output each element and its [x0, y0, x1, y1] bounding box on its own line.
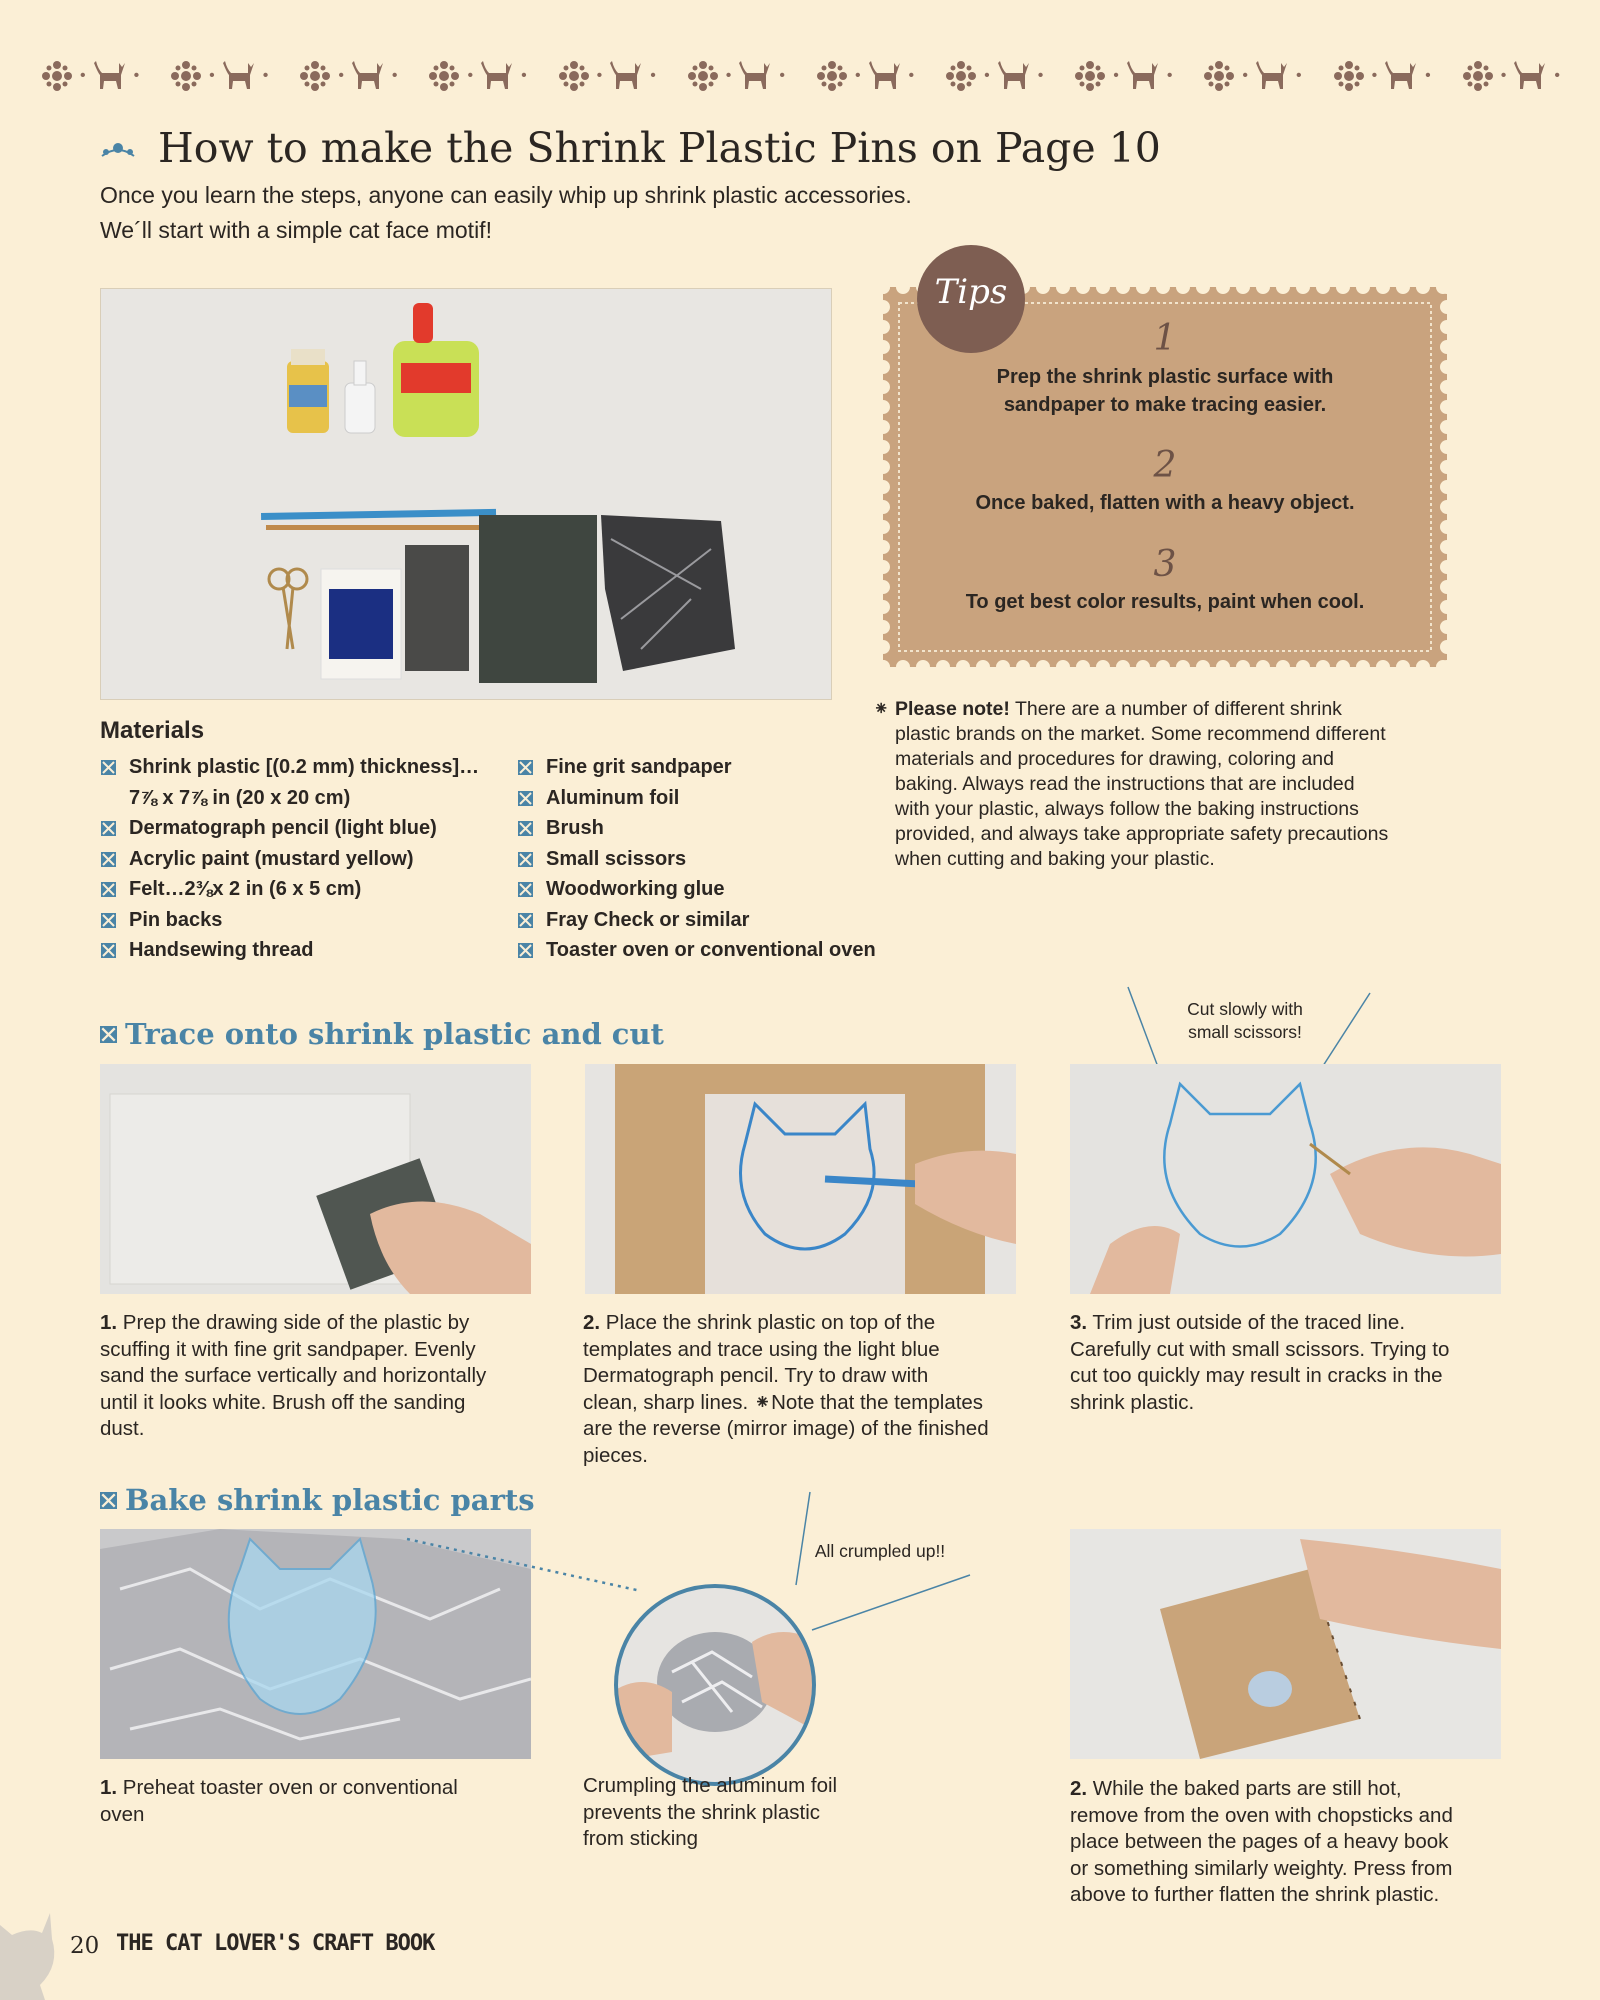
cat-silhouette-icon	[350, 59, 386, 93]
caption-line: dust.	[100, 1417, 145, 1440]
dot-ornament: •	[1296, 67, 1302, 84]
sanding-illustration	[100, 1064, 531, 1294]
stamp-perforation	[1036, 660, 1050, 674]
dot-ornament: •	[391, 67, 398, 84]
dot-ornament: •	[1500, 67, 1507, 84]
bullet-icon	[101, 943, 116, 958]
caption-line: place between the pages of a heavy book	[1070, 1830, 1449, 1853]
stamp-perforation	[876, 420, 890, 434]
bullet-icon	[101, 852, 116, 867]
stamp-perforation	[1096, 280, 1110, 294]
material-item	[100, 813, 479, 844]
border-motif	[169, 59, 268, 93]
bullet-icon	[518, 791, 533, 806]
material-label: Small scissors	[546, 847, 687, 870]
page-title: How to make the Shrink Plastic Pins on Page 10	[158, 124, 1161, 172]
flower-ornament-icon	[427, 59, 461, 93]
tip-number: 2	[1153, 445, 1177, 486]
tip-text: To get best color results, paint when cool.	[965, 591, 1365, 613]
flower-ornament-icon	[815, 59, 849, 93]
material-item	[517, 844, 876, 875]
material-label: Toaster oven or conventional oven	[546, 939, 876, 961]
material-item	[517, 905, 876, 936]
flower-ornament-icon	[298, 59, 332, 93]
dot-ornament: •	[209, 67, 215, 84]
material-label: Aluminum foil	[546, 786, 680, 809]
border-motif	[1332, 59, 1431, 93]
step-number: 2.	[1070, 1777, 1088, 1800]
flower-ornament-icon	[169, 59, 203, 93]
cat-silhouette-icon	[1254, 59, 1290, 93]
caption-line: Trim just outside of the traced line.	[1087, 1311, 1406, 1334]
stamp-perforation	[1376, 660, 1390, 674]
materials-list-right	[517, 752, 876, 966]
callout-line: small scissors!	[1188, 1022, 1302, 1042]
material-label: Pin backs	[129, 908, 223, 931]
flower-ornament-icon	[1461, 59, 1495, 93]
dot-ornament: •	[725, 67, 732, 84]
step-number: 3.	[1070, 1311, 1088, 1334]
border-motif	[40, 59, 139, 93]
flower-ornament-icon	[1073, 59, 1107, 93]
stamp-perforation	[1236, 280, 1250, 294]
flower-ornament-icon	[1332, 59, 1366, 93]
bullet-icon	[101, 882, 116, 897]
stamp-perforation	[1156, 660, 1170, 674]
border-motif	[1073, 59, 1172, 93]
caption-line: shrink plastic.	[1070, 1390, 1195, 1414]
border-motif	[815, 59, 914, 93]
caption-line: While the baked parts are still hot,	[1087, 1777, 1402, 1800]
caption-line: until it looks white. Brush off the sanding	[100, 1390, 466, 1414]
stamp-perforation	[1416, 280, 1430, 294]
subtitle-line: Once you learn the steps, anyone can easily whip up shrink plastic accessories.	[100, 182, 912, 208]
cat-silhouette-icon	[92, 59, 128, 93]
stamp-perforation	[1216, 280, 1230, 294]
stamp-perforation	[1236, 660, 1250, 674]
material-item	[517, 813, 876, 844]
stamp-perforation	[1136, 280, 1150, 294]
section-bullet-icon	[100, 1026, 117, 1043]
decorative-border	[40, 52, 1560, 100]
stamp-perforation	[1196, 280, 1210, 294]
tip-text	[873, 363, 1457, 419]
cat-silhouette-icon	[1512, 59, 1548, 93]
caption-line: cut too quickly may result in cracks in the	[1070, 1364, 1443, 1387]
stamp-perforation	[1276, 280, 1290, 294]
border-motif	[1202, 59, 1301, 93]
stamp-perforation	[876, 300, 890, 314]
stamp-perforation	[1440, 420, 1454, 434]
stamp-perforation	[1440, 520, 1454, 534]
section-heading-text: Trace onto shrink plastic and cut	[125, 1017, 664, 1051]
bullet-icon	[518, 821, 533, 836]
material-label: Shrink plastic [(0.2 mm) thickness]…	[129, 756, 480, 778]
stamp-perforation	[1440, 300, 1454, 314]
caption-line: Crumpling the aluminum foil	[583, 1774, 838, 1797]
stamp-perforation	[1076, 280, 1090, 294]
caption-line: Place the shrink plastic on top of the	[600, 1311, 936, 1334]
stamp-perforation	[936, 660, 950, 674]
dot-ornament: •	[908, 67, 915, 84]
stamp-perforation	[876, 520, 890, 534]
note-line: materials and procedures for drawing, coloring and	[895, 748, 1334, 770]
cat-silhouette-icon	[1125, 59, 1161, 93]
material-label: Woodworking glue	[546, 878, 725, 900]
caption-line: templates and trace using the light blue	[583, 1337, 940, 1361]
border-motif	[427, 59, 526, 93]
stamp-perforation	[1176, 660, 1190, 674]
material-item	[517, 874, 876, 905]
material-item-continuation	[100, 783, 479, 814]
stamp-perforation	[1256, 280, 1270, 294]
border-motif	[686, 59, 785, 93]
caption-line: Preheat toaster oven or conventional	[117, 1776, 458, 1799]
stamp-perforation	[1396, 280, 1410, 294]
stamp-perforation	[1296, 280, 1310, 294]
book-title: THE CAT LOVER'S CRAFT BOOK	[116, 1931, 435, 1956]
flatten-illustration	[1070, 1529, 1501, 1759]
section-bullet-icon	[100, 1492, 117, 1509]
dot-ornament: •	[984, 67, 990, 84]
bullet-icon	[101, 913, 116, 928]
stamp-perforation	[1440, 640, 1454, 654]
step-number: 1.	[100, 1311, 118, 1334]
material-item	[100, 905, 479, 936]
border-motif	[1461, 59, 1560, 93]
stamp-perforation	[1296, 660, 1310, 674]
page-number: 20	[70, 1933, 100, 1959]
stamp-perforation	[976, 660, 990, 674]
material-item	[100, 752, 479, 783]
note-line: with your plastic, always follow the baking instructions	[895, 798, 1359, 820]
step-photo-tracing	[585, 1064, 1016, 1294]
dot-ornament: •	[779, 67, 785, 84]
page-subtitle	[100, 178, 1100, 248]
material-item	[100, 935, 479, 966]
caption-line: sand the surface vertically and horizontally	[100, 1364, 487, 1387]
cat-silhouette-icon	[996, 59, 1032, 93]
crumpled-foil-circle	[612, 1582, 818, 1788]
stamp-perforation	[876, 620, 890, 634]
caption-bake-step1	[100, 1775, 540, 1828]
caption-line: clean, sharp lines. ⁕Note that the templates	[583, 1390, 984, 1414]
materials-list-left	[100, 752, 479, 966]
stamp-perforation	[1336, 280, 1350, 294]
stamp-perforation	[1196, 660, 1210, 674]
tip-line: Prep the shrink plastic surface with	[996, 366, 1334, 388]
dot-ornament: •	[133, 67, 140, 84]
caption-line: Dermatograph pencil. Try to draw with	[583, 1364, 929, 1387]
stamp-perforation	[1076, 660, 1090, 674]
note-line: provided, and always take appropriate safety precautions	[895, 823, 1389, 845]
note-line: when cutting and baking your plastic.	[895, 848, 1215, 870]
step-photo-sanding	[100, 1064, 531, 1294]
stamp-perforation	[1096, 660, 1110, 674]
caption-line: pieces.	[583, 1443, 648, 1467]
stamp-perforation	[1156, 280, 1170, 294]
section-heading-trace	[100, 1017, 664, 1051]
stamp-perforation	[876, 640, 890, 654]
bullet-icon	[518, 760, 533, 775]
caption-line: Prep the drawing side of the plastic by	[117, 1311, 470, 1334]
stamp-perforation	[1396, 660, 1410, 674]
border-motif	[557, 59, 656, 93]
stamp-perforation	[1016, 660, 1030, 674]
caption-bake-step2	[1070, 1776, 1510, 1909]
caption-line: prevents the shrink plastic	[583, 1800, 821, 1824]
tip-number: 1	[1153, 318, 1177, 359]
stamp-perforation	[1440, 660, 1454, 674]
stamp-perforation	[1336, 660, 1350, 674]
cat-silhouette-icon	[221, 59, 257, 93]
dot-ornament: •	[80, 67, 86, 84]
stamp-perforation	[1036, 280, 1050, 294]
step-number: 1.	[100, 1776, 118, 1799]
dot-ornament: •	[467, 67, 474, 84]
corner-cat-icon	[0, 1905, 60, 2000]
border-motif	[944, 59, 1043, 93]
note-line: There are a number of different shrink	[1009, 698, 1342, 720]
please-note	[873, 697, 1473, 872]
note-line: plastic brands on the market. Some recommend different	[895, 723, 1386, 745]
callout-line: Cut slowly with	[1187, 999, 1303, 1019]
caption-line: from sticking	[583, 1827, 699, 1850]
stamp-perforation	[876, 280, 890, 294]
stamp-perforation	[1356, 660, 1370, 674]
material-label: 7⅞ x 7⅞ in (20 x 20 cm)	[129, 786, 351, 809]
stamp-perforation	[1356, 280, 1370, 294]
material-label: Fray Check or similar	[546, 908, 750, 931]
section-heading-bake	[100, 1483, 535, 1517]
material-item	[517, 783, 876, 814]
material-item	[517, 935, 876, 966]
subtitle-line: We´ll start with a simple cat face motif!	[100, 217, 492, 243]
callout-lines	[790, 1490, 980, 1670]
stamp-perforation	[1136, 660, 1150, 674]
flower-ornament-icon	[40, 59, 74, 93]
flower-ornament-icon	[1202, 59, 1236, 93]
note-star-icon: ⁕	[873, 698, 890, 720]
caption-line: above to further flatten the shrink plastic.	[1070, 1883, 1440, 1906]
caption-trace-step1	[100, 1310, 540, 1443]
stamp-perforation	[1116, 280, 1130, 294]
bullet-icon	[518, 852, 533, 867]
dotted-pointer	[405, 1535, 645, 1595]
stamp-perforation	[1056, 280, 1070, 294]
caption-line: are the reverse (mirror image) of the finished	[583, 1417, 989, 1440]
dot-ornament: •	[1037, 67, 1044, 84]
bullet-icon	[101, 821, 116, 836]
dot-ornament: •	[650, 67, 656, 84]
dot-ornament: •	[1113, 67, 1119, 84]
material-item	[100, 874, 479, 905]
stamp-perforation	[1440, 280, 1454, 294]
caption-line: remove from the oven with chopsticks and	[1070, 1803, 1453, 1827]
cat-silhouette-icon	[867, 59, 903, 93]
material-item	[517, 752, 876, 783]
dot-ornament: •	[1425, 67, 1431, 84]
cutting-illustration	[1070, 1064, 1501, 1294]
tip-line: sandpaper to make tracing easier.	[1003, 394, 1327, 416]
dot-ornament: •	[262, 67, 269, 84]
stamp-perforation	[1316, 280, 1330, 294]
cat-silhouette-icon	[1383, 59, 1419, 93]
material-label: Acrylic paint (mustard yellow)	[129, 847, 414, 870]
flower-ornament-icon	[557, 59, 591, 93]
flower-ornament-icon	[686, 59, 720, 93]
stamp-perforation	[1416, 660, 1430, 674]
step-number: 2.	[583, 1311, 601, 1334]
dot-ornament: •	[521, 67, 527, 84]
stamp-perforation	[956, 660, 970, 674]
material-label: Brush	[546, 817, 604, 839]
stamp-perforation	[1256, 660, 1270, 674]
stamp-perforation	[896, 280, 910, 294]
stamp-perforation	[1440, 620, 1454, 634]
dot-ornament: •	[854, 67, 861, 84]
stamp-perforation	[1316, 660, 1330, 674]
stamp-perforation	[1276, 660, 1290, 674]
caption-trace-step2	[583, 1310, 1023, 1469]
stamp-perforation	[916, 660, 930, 674]
note-line: baking. Always read the instructions that are included	[895, 773, 1355, 795]
bullet-icon	[518, 943, 533, 958]
stamp-perforation	[896, 660, 910, 674]
material-label: Dermatograph pencil (light blue)	[129, 817, 437, 839]
stamp-perforation	[1116, 660, 1130, 674]
caption-trace-step3	[1070, 1310, 1510, 1416]
cat-silhouette-icon	[479, 59, 515, 93]
tips-label: Tips	[934, 272, 1008, 312]
section-heading-text: Bake shrink plastic parts	[125, 1483, 535, 1517]
flower-ornament-icon	[944, 59, 978, 93]
tip-number: 3	[1153, 544, 1177, 585]
dot-ornament: •	[596, 67, 603, 84]
step-photo-flatten	[1070, 1529, 1501, 1759]
material-item	[100, 844, 479, 875]
bullet-icon	[518, 882, 533, 897]
stamp-perforation	[996, 660, 1010, 674]
materials-heading: Materials	[100, 717, 205, 744]
stamp-perforation	[1056, 660, 1070, 674]
step-photo-cutting	[1070, 1064, 1501, 1294]
cat-silhouette-icon	[737, 59, 773, 93]
caption-line: Carefully cut with small scissors. Trying to	[1070, 1337, 1450, 1361]
stamp-perforation	[1216, 660, 1230, 674]
dot-ornament: •	[1242, 67, 1249, 84]
dot-ornament: •	[1554, 67, 1560, 84]
border-motif	[298, 59, 397, 93]
tip-text: Once baked, flatten with a heavy object.	[975, 492, 1355, 514]
caption-line: oven	[100, 1802, 145, 1826]
dot-ornament: •	[338, 67, 344, 84]
material-label: Felt…2⅜x 2 in (6 x 5 cm)	[129, 878, 362, 900]
bullet-icon	[101, 760, 116, 775]
materials-illustration	[101, 289, 831, 699]
stamp-perforation	[876, 660, 890, 674]
tracing-illustration	[585, 1064, 1016, 1294]
dot-ornament: •	[1371, 67, 1378, 84]
cat-silhouette-icon	[608, 59, 644, 93]
caption-line: scuffing it with fine grit sandpaper. Evenly	[100, 1337, 476, 1361]
dot-ornament: •	[1166, 67, 1173, 84]
note-bold: Please note!	[895, 698, 1010, 720]
material-label: Handsewing thread	[129, 939, 314, 961]
callout-crumpled: All crumpled up!!	[814, 1541, 946, 1561]
material-label: Fine grit sandpaper	[546, 756, 732, 778]
title-ornament-icon	[100, 142, 136, 160]
stamp-perforation	[1176, 280, 1190, 294]
materials-photo	[100, 288, 832, 700]
bullet-icon	[518, 913, 533, 928]
caption-line: or something similarly weighty. Press from	[1070, 1856, 1453, 1880]
caption-bake-foil	[583, 1773, 1023, 1853]
stamp-perforation	[1376, 280, 1390, 294]
